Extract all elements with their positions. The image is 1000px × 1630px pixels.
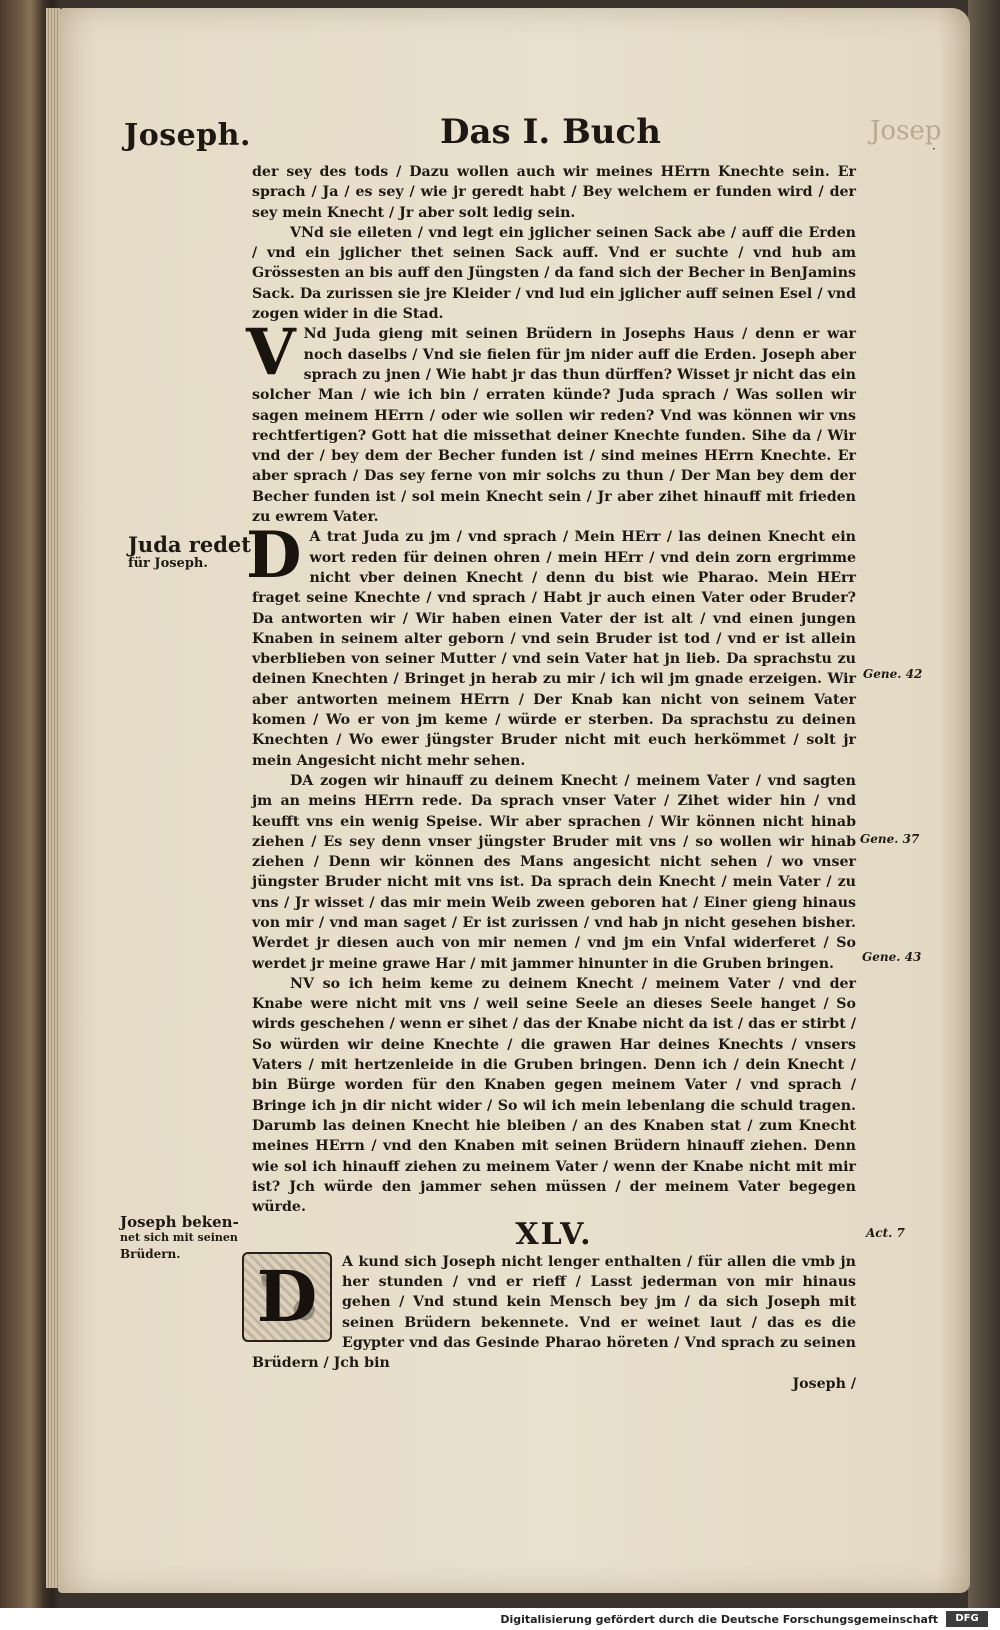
side-note-juda	[128, 534, 251, 572]
ornamental-initial	[242, 1252, 332, 1342]
footer-credit: Digitalisierung gefördert durch die Deutsche Forschungsgemeinschaft	[500, 1613, 938, 1626]
chapter-heading: XLV.	[515, 1217, 593, 1253]
margin-ref-gene-42: Gene. 42	[863, 667, 923, 681]
margin-ref-gene-37: Gene. 37	[860, 832, 920, 846]
side-note-juda-line-1: Juda redet	[128, 532, 251, 557]
main-text-column	[246, 162, 856, 1394]
paragraph-7-text: A kund sich Joseph nicht lenger enthalten / für allen die vmb jn her stunden / vnd er rieff / Lasst jederman von mir hinaus gehen / Vnd stund kein Mensch bey jm / da sich Joseph mit seinen Brüdern bekennete. Vnd er weinet laut / das es die Egypter vnd das Gesinde Pharao höreten / Vnd sprach zu seinen Brüdern / Jch bin	[252, 1253, 856, 1372]
page-mark: ·	[932, 142, 936, 156]
margin-ref-act-7: Act. 7	[866, 1226, 905, 1240]
paragraph-4	[246, 518, 856, 771]
ornamental-initial-letter: D	[256, 1254, 318, 1338]
running-head-title: Das I. Buch	[440, 112, 661, 152]
paragraph-6: NV so ich heim keme zu deinem Knecht / meinem Vater / vnd der Knabe were nicht mit vns / weil seine Seele an dieses Seele hanget / So wirds geschehen / wenn er sihet / das der Knabe nicht da ist / das er stirbt / So würden wir deine Knechte / die grawen Har deines Knechts / vnsers Vaters / mit hertzenleide in die Gruben bringen. Denn ich / dein Knecht / bin Bürge worden für den Knaben gegen meinem Vater / vnd sprach / Bringe ich jn dir nicht wider / So wil ich mein lebenlang die schuld tragen. Darumb las deinen Knecht hie bleiben / an des Knaben stat / zum Knecht meines HErrn / vnd den Knaben mit seinen Brüdern hinauff ziehen. Denn wie sol ich hinauff ziehen zu meinem Vater / wenn der Knabe nicht mit mir ist? Jch würde den jammer sehen müssen / der meinem Vater begegen würde.	[252, 975, 856, 1216]
paragraph-7	[252, 1252, 856, 1374]
side-note-joseph-line-2: net sich mit seinen	[120, 1231, 238, 1244]
bleed-through-text: Josep	[870, 116, 942, 146]
drop-cap-v: V	[246, 315, 296, 391]
book-right-edge	[968, 0, 1000, 1608]
catchword: Joseph /	[792, 1375, 856, 1392]
paragraph-5: DA zogen wir hinauff zu deinem Knecht / meinem Vater / vnd sagten jm an meins HErrn rede. Da sprach vnser Vater / Zihet wider hin / vnd keufft vns ein wenig Speise. Wir aber sprachen / Wir können nicht hinab ziehen / Es sey denn vnser jüngster Bruder mit vns / so wollen wir hinab ziehen / Denn wir können des Mans angesicht nicht sehen / wo vnser jüngster Bruder nicht mit vns ist. Da sprach dein Knecht / mein Vater / zu vns / Jr wisset / das mir mein Weib zween geboren hat / Einer gieng hinaus von mir / vnd man saget / Er ist zurissen / vnd hab jn nicht gesehen bisher. Werdet jr diesen auch von mir nemen / vnd jm ein Vnfal widerferet / So werdet jr meine grawe Har / mit jammer hinunter in die Gruben bringen.	[252, 772, 856, 972]
paragraph-4-text: A trat Juda zu jm / vnd sprach / Mein HErr / las deinen Knecht ein wort reden für deinen ohren / mein HErr / vnd dein zorn ergrimme nicht vber deinen Knecht / denn du bist wie Pharao. Mein HErr fraget seine Knechte / vnd sprach / Habt jr auch einen Vater oder Bruder? Da antworten wir / Wir haben einen Vater der ist alt / vnd einen jungen Knaben in seinem alter geborn / vnd sein Bruder ist tod / vnd er ist allein vberblieben von seiner Mutter / vnd sein Vater hat jn lieb. Da sprachstu zu deinen Knechten / Bringet jn herab zu mir / ich wil jm gnade erzeigen. Wir aber antworten meinem HErrn / Der Knab kan nicht von seinem Vater komen / Wo er von jm keme / würde er sterben. Da sprachstu zu deinen Knechten / Wo ewer jüngster Bruder nicht mit euch herkömmet / solt jr mein Angesicht nicht mehr sehen.	[252, 529, 856, 769]
drop-cap-d: D	[246, 518, 302, 594]
margin-ref-gene-43: Gene. 43	[862, 950, 922, 964]
side-note-joseph	[120, 1214, 239, 1262]
paragraph-1: der sey des tods / Dazu wollen auch wir meines HErrn Knechte sein. Er sprach / Ja / es sey / wie jr geredt habt / Bey welchem er funden wird / der sey mein Knecht / Jr aber solt ledig sein.	[252, 164, 856, 221]
paragraph-3	[246, 315, 856, 527]
side-note-joseph-line-3: Brüdern.	[120, 1247, 181, 1261]
paragraph-2: VNd sie eileten / vnd legt ein jglicher seinen Sack abe / auff die Erden / vnd ein jglicher thet seinen Sack auff. Vnd er suchte / vnd hub am Grössesten an bis auff den Jüngsten / da fand sich der Becher in BenJamins Sack. Da zurissen sie jre Kleider / vnd lud ein jglicher auff seinen Esel / vnd zogen wider in die Stad.	[252, 224, 856, 323]
running-head-left: Joseph.	[124, 118, 251, 153]
side-note-joseph-line-1: Joseph beken-	[120, 1213, 239, 1231]
side-note-juda-line-2: für Joseph.	[128, 556, 208, 571]
paragraph-3-text: Nd Juda gieng mit seinen Brüdern in Josephs Haus / denn er war noch daselbs / Vnd sie fielen für jm nider auff die Erden. Joseph aber sprach zu jnen / Wie habt jr das thun dürffen? Wisset jr nicht das ein solcher Man / wie ich bin / erraten künde? Juda sprach / Was sollen wir sagen meinem HErrn / oder wie sollen wir reden? Vnd was können wir vns rechtfertigen? Gott hat die missethat deiner Knechte funden. Sihe da / Wir vnd der / bey dem der Becher funden ist / sind meines HErrn Knechte. Er aber sprach / Das sey ferne von mir solchs zu thun / Der Man bey dem der Becher funden ist / sol mein Knecht sein / Jr aber zihet hinauff mit frieden zu ewrem Vater.	[252, 326, 856, 526]
dfg-logo: DFG	[946, 1611, 988, 1627]
